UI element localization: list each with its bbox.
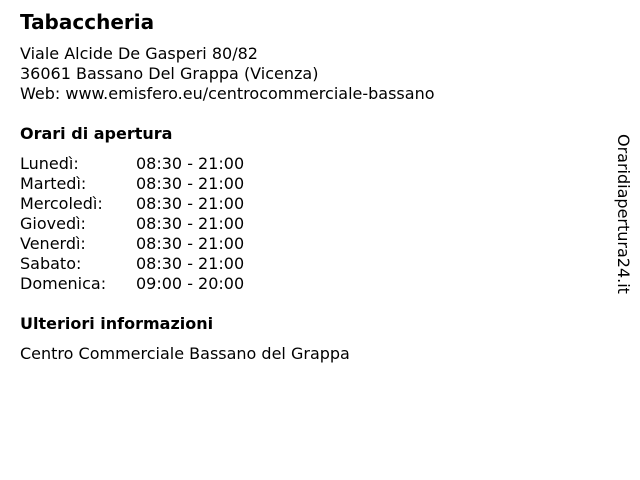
day-label: Mercoledì:: [20, 194, 103, 213]
address-street: Viale Alcide De Gasperi 80/82: [20, 44, 258, 63]
site-brand-vertical: Oraridiapertura24.it: [614, 134, 633, 294]
hours-row: [20, 174, 244, 194]
hours-row: [20, 194, 244, 214]
day-hours: 09:00 - 20:00: [136, 274, 245, 293]
address-city: 36061 Bassano Del Grappa (Vicenza): [20, 64, 319, 83]
hours-row: [20, 234, 244, 254]
shop-address-block: [20, 44, 435, 104]
day-hours: 08:30 - 21:00: [136, 174, 245, 193]
hours-row: [20, 154, 244, 174]
additional-info-text: Centro Commerciale Bassano del Grappa: [20, 344, 350, 363]
day-hours: 08:30 - 21:00: [136, 194, 245, 213]
hours-row: [20, 274, 244, 294]
day-hours: 08:30 - 21:00: [136, 234, 245, 253]
day-hours: 08:30 - 21:00: [136, 214, 245, 233]
day-label: Domenica:: [20, 274, 107, 293]
day-label: Venerdì:: [20, 234, 86, 253]
additional-info-heading: Ulteriori informazioni: [20, 314, 214, 333]
day-label: Martedì:: [20, 174, 87, 193]
day-label: Giovedì:: [20, 214, 86, 233]
opening-hours-heading: Orari di apertura: [20, 124, 173, 143]
hours-row: [20, 254, 244, 274]
day-label: Sabato:: [20, 254, 82, 273]
hours-row: [20, 214, 244, 234]
day-hours: 08:30 - 21:00: [136, 254, 245, 273]
day-hours: 08:30 - 21:00: [136, 154, 245, 173]
shop-name: Tabaccheria: [20, 10, 155, 34]
day-label: Lunedì:: [20, 154, 79, 173]
opening-hours-table: [20, 154, 244, 294]
website-link[interactable]: Web: www.emisfero.eu/centrocommerciale-bassano: [20, 84, 435, 103]
